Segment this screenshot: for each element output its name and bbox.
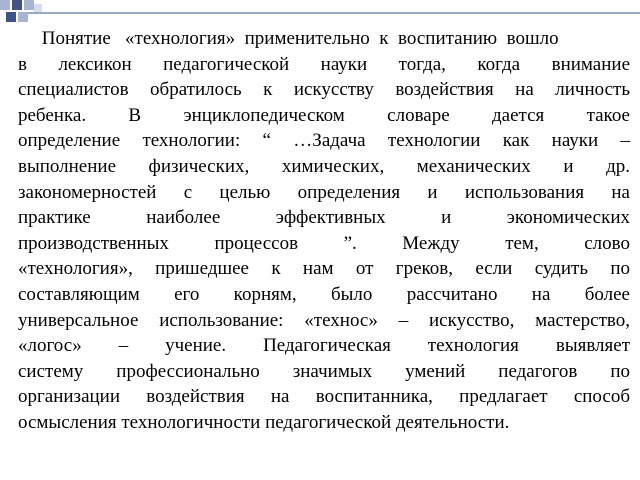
text-line: выполнение физических, химических, механических и др. <box>18 155 630 177</box>
text-line: закономерностей с целью определения и использования на <box>18 181 630 203</box>
text-line: систему профессионально значимых умений педагогов по <box>18 360 630 382</box>
text-line: производственных процессов ”. Между тем, слово <box>18 232 630 254</box>
deco-square <box>24 0 34 10</box>
deco-square <box>6 12 16 22</box>
text-line: составляющим его корням, было рассчитано на более <box>18 283 630 305</box>
text-line: Понятие «технология» применительно к воспитанию вошло <box>18 28 559 49</box>
deco-square <box>34 4 42 12</box>
text-line: «логос» – учение. Педагогическая технология выявляет <box>18 335 630 357</box>
top-rule <box>28 12 640 14</box>
text-line: практике наиболее эффективных и экономических <box>18 207 630 229</box>
deco-square <box>0 0 10 10</box>
deco-square <box>12 0 22 10</box>
text-line: осмысления технологичности педагогической деятельности. <box>18 411 510 433</box>
text-line: в лексикон педагогической науки тогда, когда внимание <box>18 53 630 75</box>
text-line: ребенка. В энциклопедическом словаре дается такое <box>18 104 630 126</box>
text-line: универсальное использование: «технос» – искусство, мастерство, <box>18 309 630 331</box>
body-text <box>18 26 630 436</box>
text-line: специалистов обратилось к искусству воздействия на личность <box>18 79 630 101</box>
text-line: «технология», пришедшее к нам от греков, если судить по <box>18 258 630 280</box>
deco-square <box>18 12 28 22</box>
text-line: определение технологии: “ …Задача технологии как науки – <box>18 130 630 152</box>
text-line: организации воздействия на воспитанника, предлагает способ <box>18 386 630 408</box>
